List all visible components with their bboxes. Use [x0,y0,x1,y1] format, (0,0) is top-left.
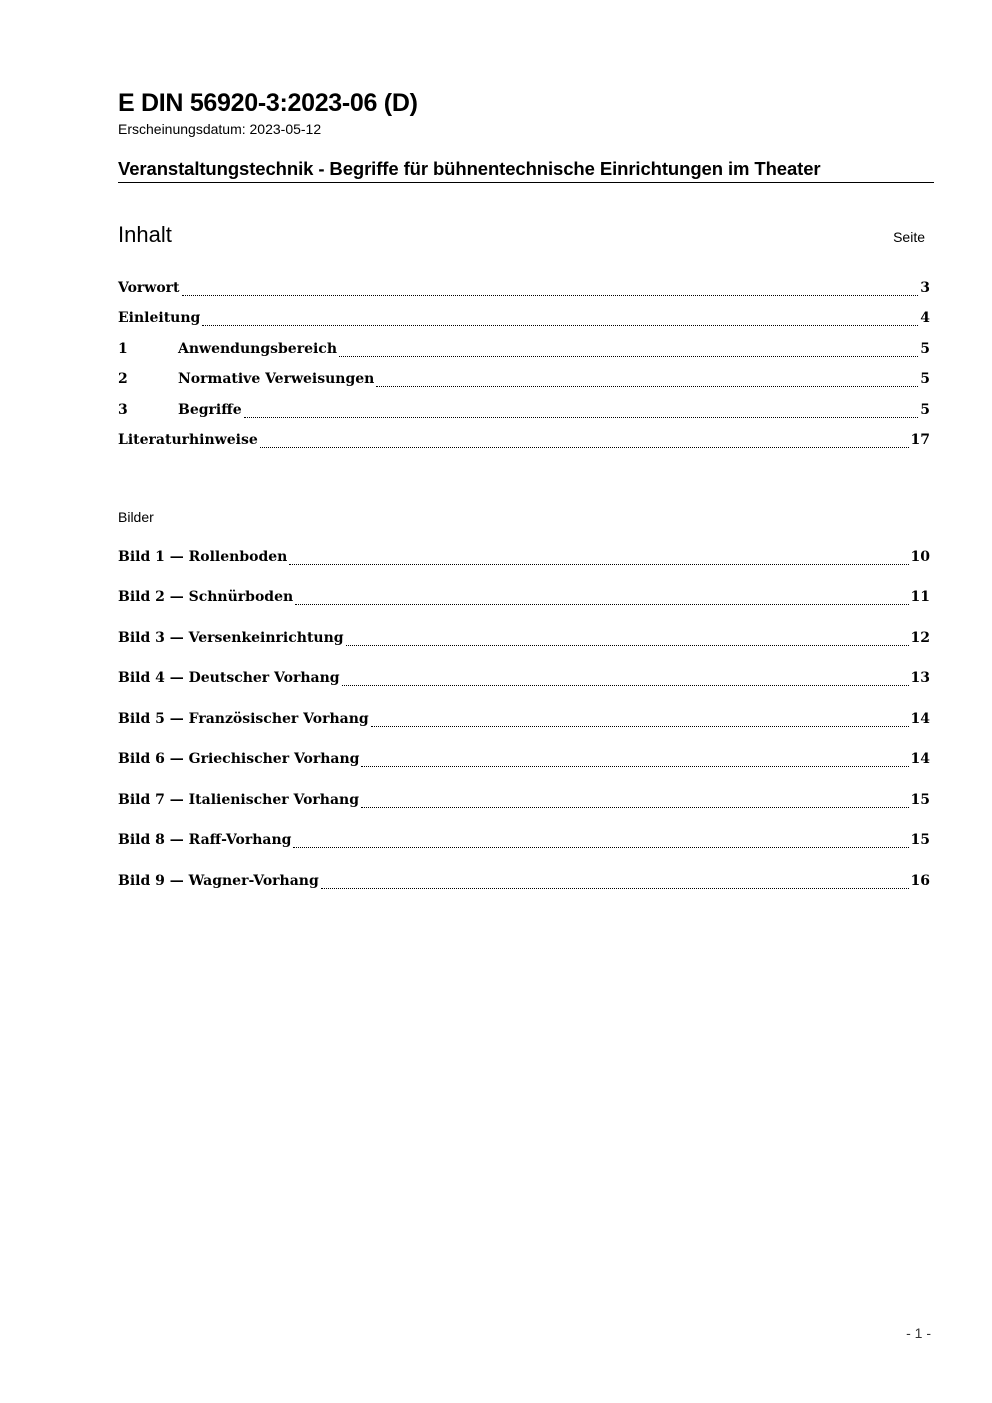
toc-entry-normative-verweisungen[interactable] [118,371,930,391]
figure-entry-label: Bild 2 — Schnürboden [118,589,294,605]
figure-entry-7[interactable] [118,792,930,812]
figure-entry-page: 14 [910,751,930,767]
figure-entry-label: Bild 6 — Griechischer Vorhang [118,751,360,767]
figure-entry-page: 15 [910,792,930,808]
figure-entry-label: Bild 7 — Italienischer Vorhang [118,792,360,808]
figure-entry-3[interactable] [118,630,930,650]
dot-leader [361,807,909,808]
figure-entry-5[interactable] [118,711,930,731]
figure-entry-label: Bild 5 — Französischer Vorhang [118,711,369,727]
dot-leader [376,386,918,387]
dot-leader [202,325,918,326]
toc-entry-page: 17 [910,432,930,448]
figures-heading: Bilder [118,509,154,525]
toc-entry-label: Literaturhinweise [118,432,258,448]
page-column-label: Seite [893,229,925,245]
figure-entry-2[interactable] [118,589,930,609]
toc-entry-vorwort[interactable] [118,280,930,300]
dot-leader [295,604,908,605]
figure-entry-page: 16 [910,873,930,889]
toc-entry-label: Anwendungsbereich [178,341,337,357]
figure-entry-6[interactable] [118,751,930,771]
figure-entry-label: Bild 9 — Wagner-Vorhang [118,873,319,889]
toc-entry-literaturhinweise[interactable] [118,432,930,452]
dot-leader [339,356,918,357]
dot-leader [260,447,909,448]
dot-leader [293,847,908,848]
figure-entry-8[interactable] [118,832,930,852]
figure-entry-label: Bild 4 — Deutscher Vorhang [118,670,340,686]
dot-leader [361,766,908,767]
figure-entry-page: 12 [910,630,930,646]
toc-entry-page: 4 [920,310,930,326]
toc-entry-begriffe[interactable] [118,402,930,422]
document-title: Veranstaltungstechnik - Begriffe für bühnentechnische Einrichtungen im Theater [118,158,934,183]
dot-leader [321,888,909,889]
figure-entry-page: 15 [910,832,930,848]
toc-entry-page: 5 [920,402,930,418]
toc-entry-number: 2 [118,371,128,387]
figure-entry-page: 10 [910,549,930,565]
figure-entry-page: 14 [910,711,930,727]
toc-entry-page: 5 [920,341,930,357]
dot-leader [371,726,909,727]
publication-date: Erscheinungsdatum: 2023-05-12 [118,121,322,137]
dot-leader [346,645,909,646]
dot-leader [342,685,909,686]
toc-entry-page: 5 [920,371,930,387]
dot-leader [244,417,919,418]
figure-entry-page: 11 [910,589,930,605]
figure-entry-1[interactable] [118,549,930,569]
figure-entry-label: Bild 8 — Raff-Vorhang [118,832,292,848]
toc-entry-einleitung[interactable] [118,310,930,330]
toc-entry-label: Einleitung [118,310,201,326]
toc-heading: Inhalt [118,222,172,247]
toc-entry-page: 3 [920,280,930,296]
figure-entry-label: Bild 3 — Versenkeinrichtung [118,630,344,646]
toc-entry-label: Begriffe [178,402,242,418]
page-number: - 1 - [906,1325,931,1341]
dot-leader [289,564,908,565]
toc-entry-number: 1 [118,341,128,357]
toc-entry-label: Vorwort [118,280,180,296]
figure-entry-page: 13 [910,670,930,686]
figure-entry-9[interactable] [118,873,930,893]
toc-entry-label: Normative Verweisungen [178,371,375,387]
toc-entry-anwendungsbereich[interactable] [118,341,930,361]
figure-entry-4[interactable] [118,670,930,690]
figure-entry-label: Bild 1 — Rollenboden [118,549,288,565]
document-id: E DIN 56920-3:2023-06 (D) [118,89,418,117]
dot-leader [182,295,919,296]
toc-entry-number: 3 [118,402,128,418]
